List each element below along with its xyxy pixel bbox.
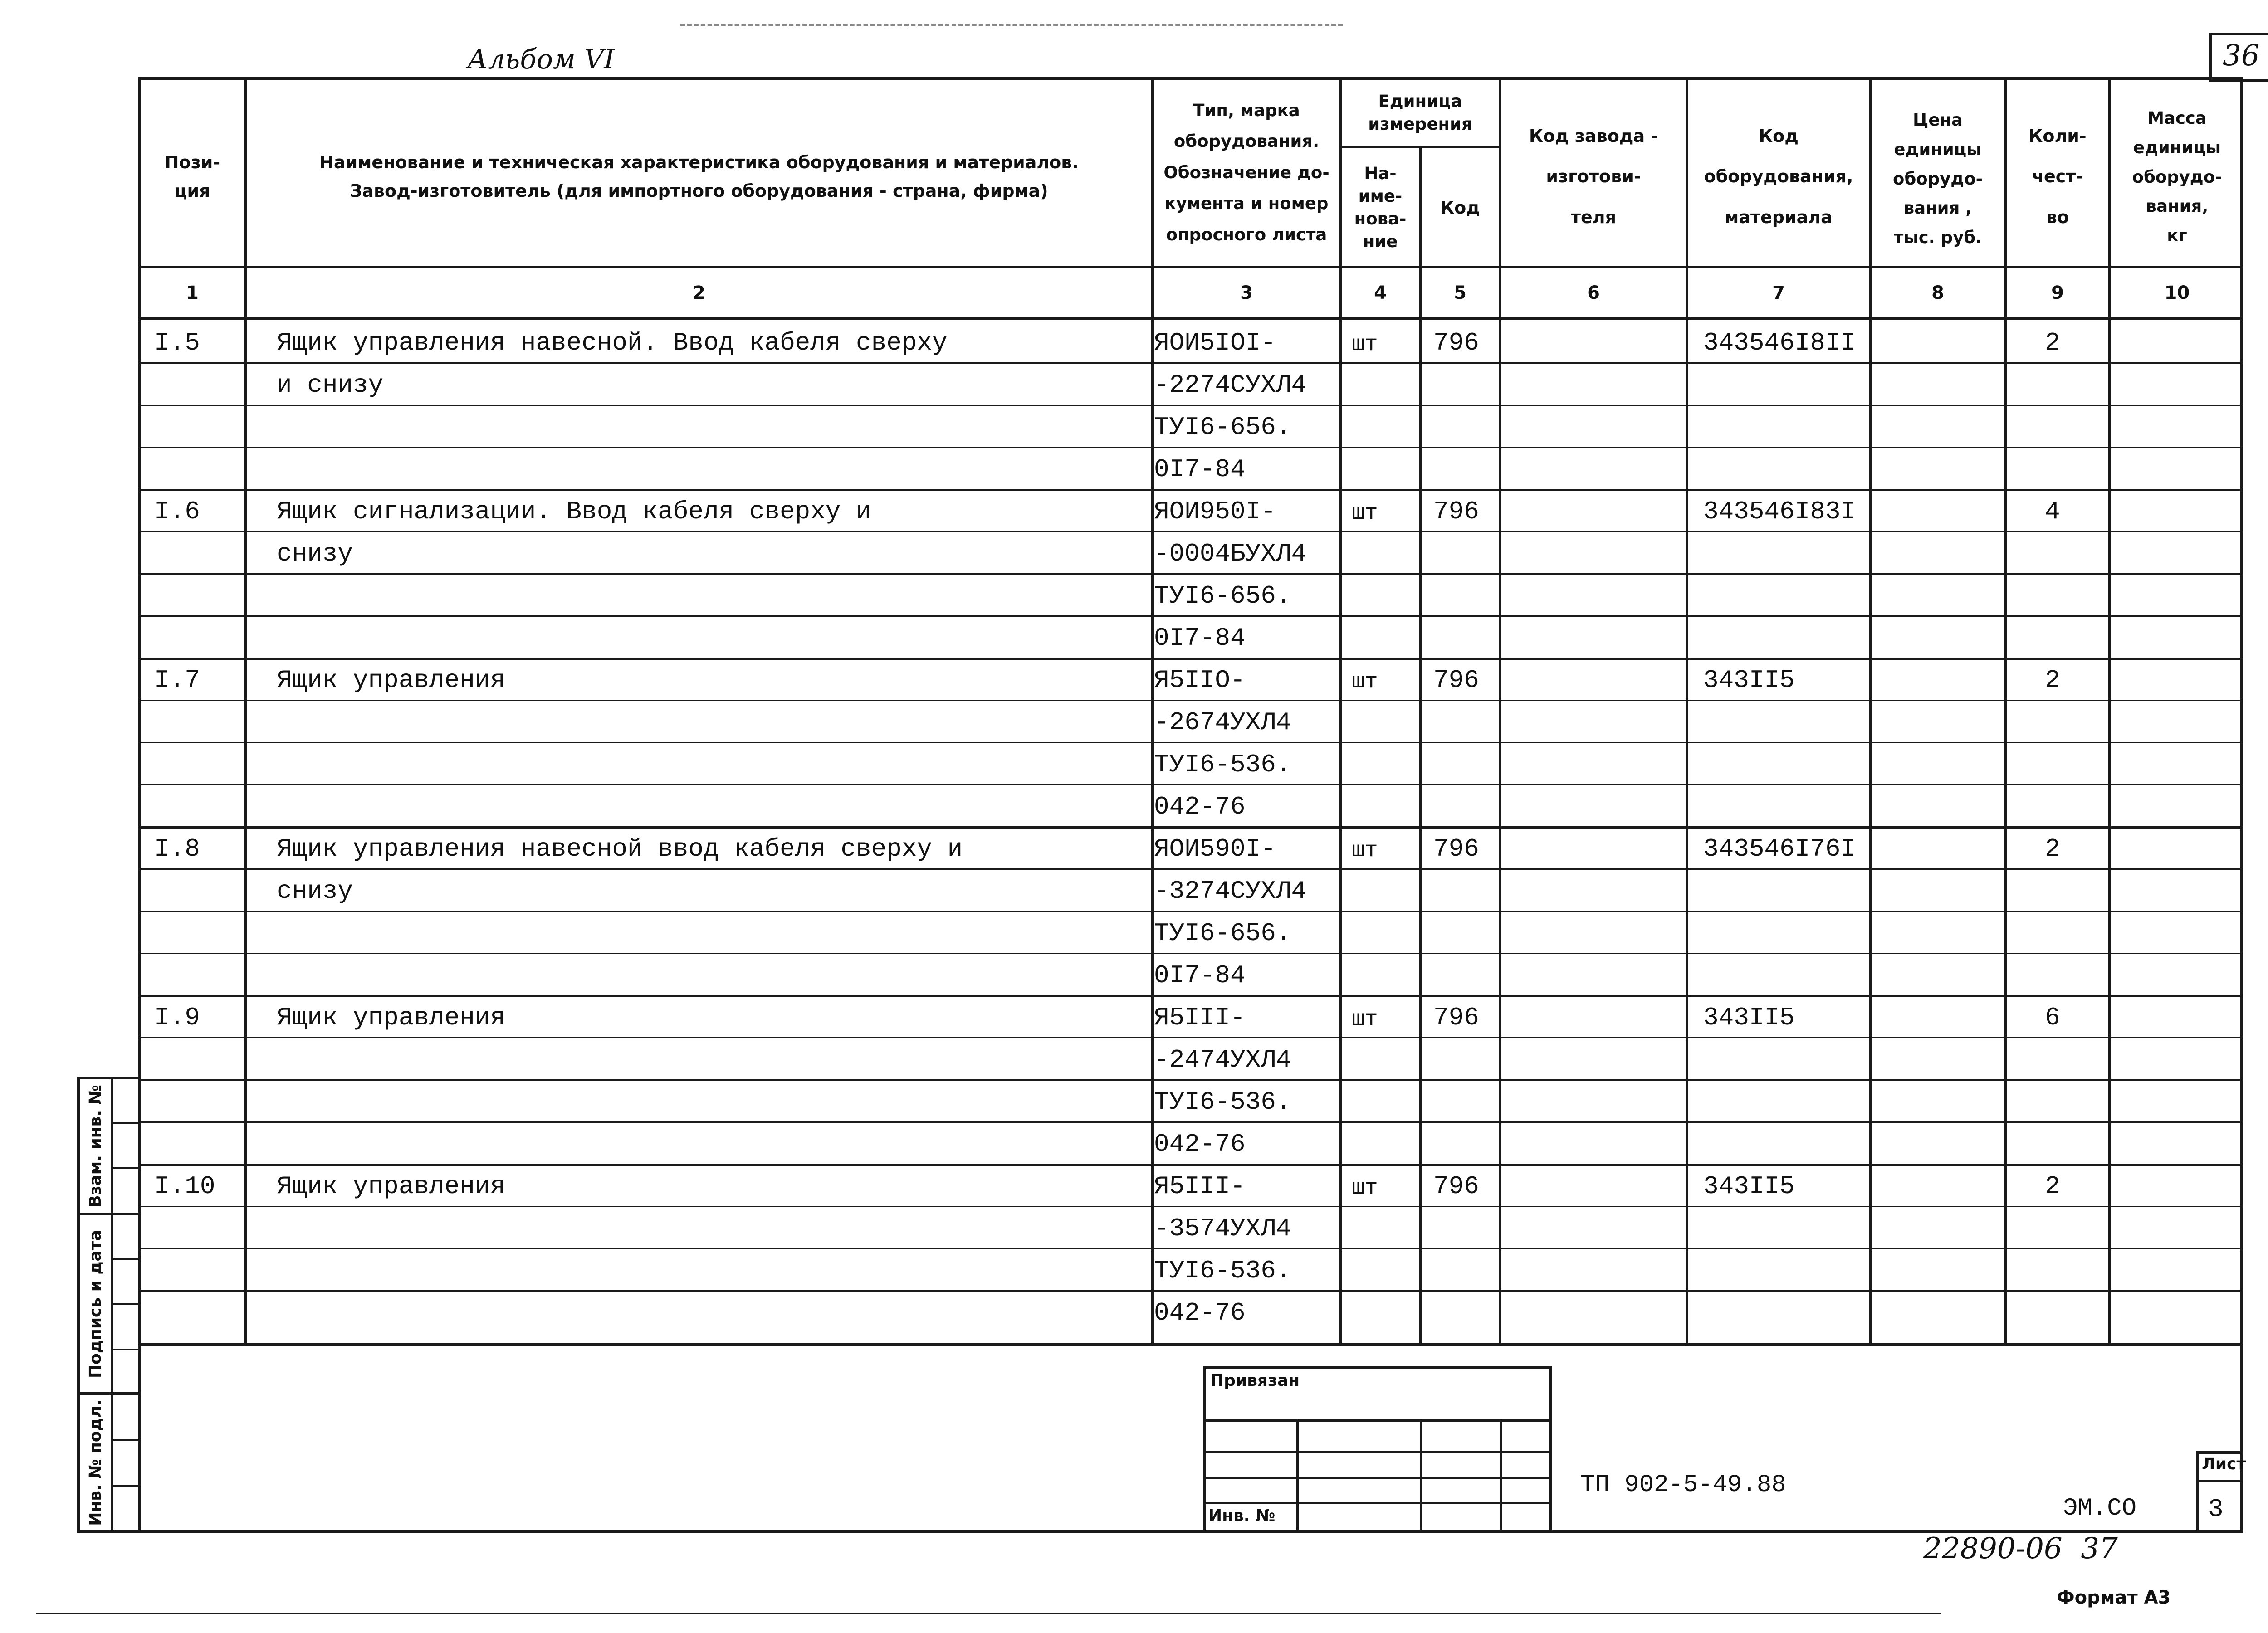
item-equipment-code: 343II5: [1703, 1003, 1795, 1032]
item-type-line: -3274СУХЛ4: [1154, 877, 1307, 906]
sheet-format: Формат А3: [2057, 1587, 2171, 1608]
row-divider: [138, 1164, 2243, 1166]
row-divider: [138, 700, 2243, 701]
document-code: ТП 902-5-49.88: [1580, 1471, 1786, 1499]
header-unit-name: На- име- нова- ние: [1354, 164, 1407, 251]
item-quantity: 4: [2045, 497, 2060, 526]
header-position: Пози- ция: [164, 152, 220, 201]
item-position: I.6: [154, 497, 200, 526]
item-position: I.9: [154, 1003, 200, 1032]
item-type-line: Я5III-: [1154, 1003, 1246, 1032]
row-divider: [138, 447, 2243, 448]
item-equipment-code: 343546I76I: [1703, 834, 1856, 863]
item-type-line: 042-76: [1154, 1130, 1246, 1159]
header-quantity: Коли- чест- во: [2028, 126, 2087, 227]
row-divider: [138, 953, 2243, 954]
row-divider: [138, 362, 2243, 364]
column-number: 4: [1374, 283, 1387, 303]
item-name-line: Ящик управления: [277, 666, 506, 695]
row-divider: [138, 1290, 2243, 1292]
column-number: 7: [1772, 283, 1785, 303]
item-quantity: 2: [2045, 666, 2060, 695]
item-type-line: ЯОИ590I-: [1154, 834, 1276, 863]
column-number: 10: [2164, 283, 2190, 303]
row-divider: [138, 1248, 2243, 1249]
item-name-line: Ящик управления: [277, 1172, 506, 1201]
item-unit-code: 796: [1433, 497, 1479, 526]
item-equipment-code: 343II5: [1703, 1172, 1795, 1201]
item-type-line: Я5III-: [1154, 1172, 1246, 1201]
inventory-number-label: Инв. №: [1208, 1506, 1276, 1525]
row-divider: [138, 784, 2243, 785]
column-number: 8: [1931, 283, 1944, 303]
item-type-line: 0I7-84: [1154, 624, 1246, 653]
item-type-line: ТУI6-536.: [1154, 750, 1291, 779]
item-position: I.10: [154, 1172, 215, 1201]
item-position: I.8: [154, 834, 200, 863]
item-type-line: 0I7-84: [1154, 961, 1246, 990]
side-stamp-inv-podl: Инв. № подл.: [86, 1399, 105, 1526]
sheet-label: Лист: [2202, 1455, 2246, 1473]
drawing-mark: ЭМ.СО: [2063, 1495, 2137, 1522]
item-type-line: ТУI6-536.: [1154, 1087, 1291, 1116]
row-divider: [138, 658, 2243, 660]
item-unit-name: шт: [1352, 501, 1378, 526]
header-factory-code: Код завода - изготови- теля: [1529, 126, 1658, 227]
row-divider: [138, 489, 2243, 491]
column-number: 2: [693, 283, 705, 303]
column-number: 5: [1454, 283, 1466, 303]
row-divider: [138, 1079, 2243, 1081]
album-label: Альбом VI: [467, 44, 615, 75]
corner-sheet-number: 36: [2223, 39, 2260, 73]
column-number: 6: [1587, 283, 1600, 303]
item-type-line: Я5IIО-: [1154, 666, 1246, 695]
item-name-line: Ящик управления: [277, 1003, 506, 1032]
row-divider: [138, 615, 2243, 617]
item-equipment-code: 343II5: [1703, 666, 1795, 695]
row-divider: [138, 826, 2243, 829]
item-name-line: Ящик управления навесной. Ввод кабеля сверху: [277, 328, 948, 357]
item-unit-code: 796: [1433, 328, 1479, 357]
row-divider: [138, 1206, 2243, 1207]
item-name-line: Ящик управления навесной ввод кабеля сверху и: [277, 834, 963, 863]
side-stamp-podpis: Подпись и дата: [86, 1229, 105, 1378]
item-type-line: 042-76: [1154, 1298, 1246, 1327]
item-unit-code: 796: [1433, 666, 1479, 695]
row-divider: [138, 405, 2243, 406]
header-unit-code: Код: [1440, 197, 1480, 218]
item-type-line: -2474УХЛ4: [1154, 1045, 1291, 1074]
item-type-line: -2274СУХЛ4: [1154, 370, 1307, 400]
item-quantity: 2: [2045, 328, 2060, 357]
row-divider: [138, 742, 2243, 743]
column-number: 3: [1240, 283, 1253, 303]
sheet-number: 3: [2208, 1495, 2224, 1524]
item-unit-name: шт: [1352, 332, 1378, 357]
item-type-line: -2674УХЛ4: [1154, 708, 1291, 737]
item-name-line: снизу: [277, 877, 353, 906]
item-type-line: ТУI6-656.: [1154, 919, 1291, 948]
item-unit-name: шт: [1352, 670, 1378, 694]
item-quantity: 6: [2045, 1003, 2060, 1032]
item-name-line: Ящик сигнализации. Ввод кабеля сверху и: [277, 497, 871, 526]
item-unit-name: шт: [1352, 1007, 1378, 1032]
item-type-line: ЯОИ950I-: [1154, 497, 1276, 526]
item-type-line: ТУI6-656.: [1154, 413, 1291, 442]
side-stamp-vzam: Взам. инв. №: [86, 1084, 105, 1208]
item-unit-name: шт: [1352, 1176, 1378, 1200]
item-quantity: 2: [2045, 834, 2060, 863]
item-name-line: снизу: [277, 539, 353, 568]
header-unit-group: Единица измерения: [1368, 92, 1472, 134]
item-equipment-code: 343546I83I: [1703, 497, 1856, 526]
item-type-line: -0004БУХЛ4: [1154, 539, 1307, 568]
row-divider: [138, 995, 2243, 997]
item-type-line: -3574УХЛ4: [1154, 1214, 1291, 1243]
binding-label: Привязан: [1210, 1371, 1300, 1390]
item-position: I.7: [154, 666, 200, 695]
item-type-line: ТУI6-656.: [1154, 581, 1291, 610]
column-number: 1: [186, 283, 199, 303]
handwritten-registration-number: 22890-06 37: [1923, 1532, 2118, 1565]
row-divider: [138, 1037, 2243, 1038]
item-position: I.5: [154, 328, 200, 357]
item-name-line: и снизу: [277, 370, 384, 400]
row-divider: [138, 531, 2243, 532]
item-unit-name: шт: [1352, 838, 1378, 863]
item-type-line: ЯОИ5IОI-: [1154, 328, 1276, 357]
header-type: Тип, марка оборудования. Обозначение до- кумента и номер опросного листа: [1163, 100, 1330, 244]
item-type-line: 0I7-84: [1154, 455, 1246, 484]
item-quantity: 2: [2045, 1172, 2060, 1201]
item-unit-code: 796: [1433, 834, 1479, 863]
header-mass: Масса единицы оборудо- вания, кг: [2132, 108, 2222, 246]
row-divider: [138, 573, 2243, 575]
item-type-line: 042-76: [1154, 792, 1246, 821]
row-divider: [138, 868, 2243, 870]
top-edge-mark: [680, 24, 1343, 26]
header-name: Наименование и техническая характеристика оборудования и материалов. Завод-изготовитель (для импортного оборудования - страна, фирма): [319, 152, 1079, 201]
column-number: 9: [2051, 283, 2064, 303]
header-price: Цена единицы оборудо- вания , тыс. руб.: [1893, 110, 1983, 248]
row-divider: [138, 911, 2243, 912]
item-unit-code: 796: [1433, 1003, 1479, 1032]
item-equipment-code: 343546I8II: [1703, 328, 1856, 357]
row-divider: [138, 1121, 2243, 1123]
item-unit-code: 796: [1433, 1172, 1479, 1201]
header-equipment-code: Код оборудования, материала: [1704, 126, 1853, 227]
item-type-line: ТУI6-536.: [1154, 1256, 1291, 1285]
